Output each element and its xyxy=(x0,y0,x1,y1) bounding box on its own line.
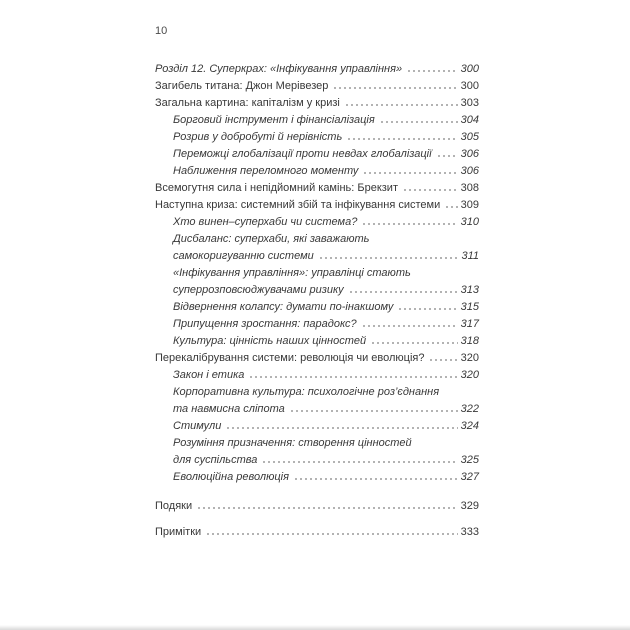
toc-entry-text: Еволюційна революція xyxy=(173,471,289,483)
toc-entry-text: Відвернення колапсу: думати по-інакшому xyxy=(173,301,394,313)
toc-entry xyxy=(155,180,479,197)
toc-entry-text: Борговий інструмент і фінансіалізація xyxy=(173,114,375,126)
toc-entry-text: Корпоративна культура: психологічне роз’єднання xyxy=(173,386,440,398)
toc-entry xyxy=(155,333,479,350)
toc-entry xyxy=(155,435,479,469)
toc-page-number: 306 xyxy=(460,165,479,177)
toc-page-number: 322 xyxy=(460,403,479,415)
toc-entry xyxy=(155,524,479,541)
toc-entry xyxy=(155,265,479,299)
dot-leader xyxy=(381,121,458,123)
toc-page-number: 304 xyxy=(460,114,479,126)
dot-leader xyxy=(207,533,457,535)
toc-entry xyxy=(155,146,479,163)
dot-leader xyxy=(446,206,457,208)
toc-entry-text: Переможці глобалізації проти невдах глобалізації xyxy=(173,148,432,160)
dot-leader xyxy=(320,257,459,259)
toc-entry xyxy=(155,418,479,435)
toc-content xyxy=(155,24,479,541)
toc-entry-text: Подяки xyxy=(155,500,193,512)
toc-entry-text: Розрив у добробуті й нерівність xyxy=(173,131,343,143)
toc-page-number: 329 xyxy=(460,500,479,512)
toc-page-number: 320 xyxy=(460,369,479,381)
toc-page-number: 300 xyxy=(460,63,479,75)
toc-page-number: 310 xyxy=(460,216,479,228)
toc-page-number: 325 xyxy=(460,454,479,466)
toc-entry xyxy=(155,129,479,146)
dot-leader xyxy=(295,478,458,480)
toc-entry xyxy=(155,350,479,367)
dot-leader xyxy=(363,223,457,225)
toc-entry xyxy=(155,112,479,129)
toc-entry-text: Культура: цінність наших цінностей xyxy=(173,335,367,347)
toc-entry-text: Закон і етика xyxy=(173,369,245,381)
toc-page-number: 320 xyxy=(460,352,479,364)
toc-entry xyxy=(155,197,479,214)
toc-page-number: 305 xyxy=(460,131,479,143)
dot-leader xyxy=(363,325,458,327)
dot-leader xyxy=(364,172,457,174)
toc-page-number: 327 xyxy=(460,471,479,483)
toc-entry xyxy=(155,316,479,333)
toc-page-number: 317 xyxy=(460,318,479,330)
dot-leader xyxy=(198,507,458,509)
toc-page-number: 324 xyxy=(460,420,479,432)
toc-entry-text: «Інфікування управління»: управлінці стають xyxy=(173,267,411,279)
dot-leader xyxy=(430,359,457,361)
toc-entry-text: Розуміння призначення: створення цінностей xyxy=(173,437,412,449)
dot-leader xyxy=(350,291,458,293)
dot-leader xyxy=(334,87,457,89)
page-number-top: 10 xyxy=(155,25,168,37)
page-bottom-edge xyxy=(0,625,630,630)
dot-leader xyxy=(250,376,457,378)
dot-leader xyxy=(372,342,458,344)
toc-page-number: 303 xyxy=(460,97,479,109)
toc-entry xyxy=(155,214,479,231)
toc-page-number: 306 xyxy=(460,148,479,160)
toc-page-number: 308 xyxy=(460,182,479,194)
toc-entry xyxy=(155,498,479,515)
toc-entry xyxy=(155,299,479,316)
toc-list xyxy=(155,61,479,541)
toc-entry xyxy=(155,61,479,78)
toc-entry-text: Припущення зростання: парадокс? xyxy=(173,318,357,330)
dot-leader xyxy=(227,427,457,429)
dot-leader xyxy=(291,410,458,412)
toc-entry-text: Примітки xyxy=(155,526,202,538)
dot-leader xyxy=(399,308,457,310)
toc-entry-text: Наближення переломного моменту xyxy=(173,165,359,177)
toc-entry-text: Загибель титана: Джон Мерівезер xyxy=(155,80,329,92)
toc-page-number: 300 xyxy=(460,80,479,92)
dot-leader xyxy=(404,189,458,191)
toc-entry xyxy=(155,163,479,180)
dot-leader xyxy=(348,138,457,140)
toc-page-number: 309 xyxy=(460,199,479,211)
dot-leader xyxy=(408,70,458,72)
toc-page-number: 333 xyxy=(460,526,479,538)
toc-page-number: 313 xyxy=(460,284,479,296)
toc-entry xyxy=(155,95,479,112)
toc-page-number: 315 xyxy=(460,301,479,313)
dot-leader xyxy=(263,461,457,463)
toc-entry-text: самокоригуванню системи xyxy=(173,250,314,262)
toc-entry xyxy=(155,78,479,95)
toc-entry-text: Загальна картина: капіталізм у кризі xyxy=(155,97,340,109)
toc-entry-text: суперрозповсюджувачами ризику xyxy=(173,284,344,296)
toc-entry-text: для суспільства xyxy=(173,454,258,466)
toc-entry-text: Перекалібрування системи: революція чи еволюція? xyxy=(155,352,425,364)
toc-entry-text: та навмисна сліпота xyxy=(173,403,285,415)
toc-entry-text: Дисбаланс: суперхаби, які заважають xyxy=(173,233,370,245)
toc-entry xyxy=(155,231,479,265)
toc-entry-text: Стимули xyxy=(173,420,222,432)
toc-entry xyxy=(155,384,479,418)
toc-page-number: 311 xyxy=(461,250,479,262)
toc-entry xyxy=(155,469,479,486)
toc-entry xyxy=(155,367,479,384)
toc-entry-text: Розділ 12. Суперкрах: «Інфікування управління» xyxy=(155,63,403,75)
toc-entry-text: Хто винен–суперхаби чи система? xyxy=(173,216,358,228)
dot-leader xyxy=(438,155,458,157)
toc-page-number: 318 xyxy=(460,335,479,347)
toc-entry-text: Наступна криза: системний збій та інфікування системи xyxy=(155,199,441,211)
dot-leader xyxy=(346,104,458,106)
toc-entry-text: Всемогутня сила і непідйомний камінь: Брекзит xyxy=(155,182,398,194)
